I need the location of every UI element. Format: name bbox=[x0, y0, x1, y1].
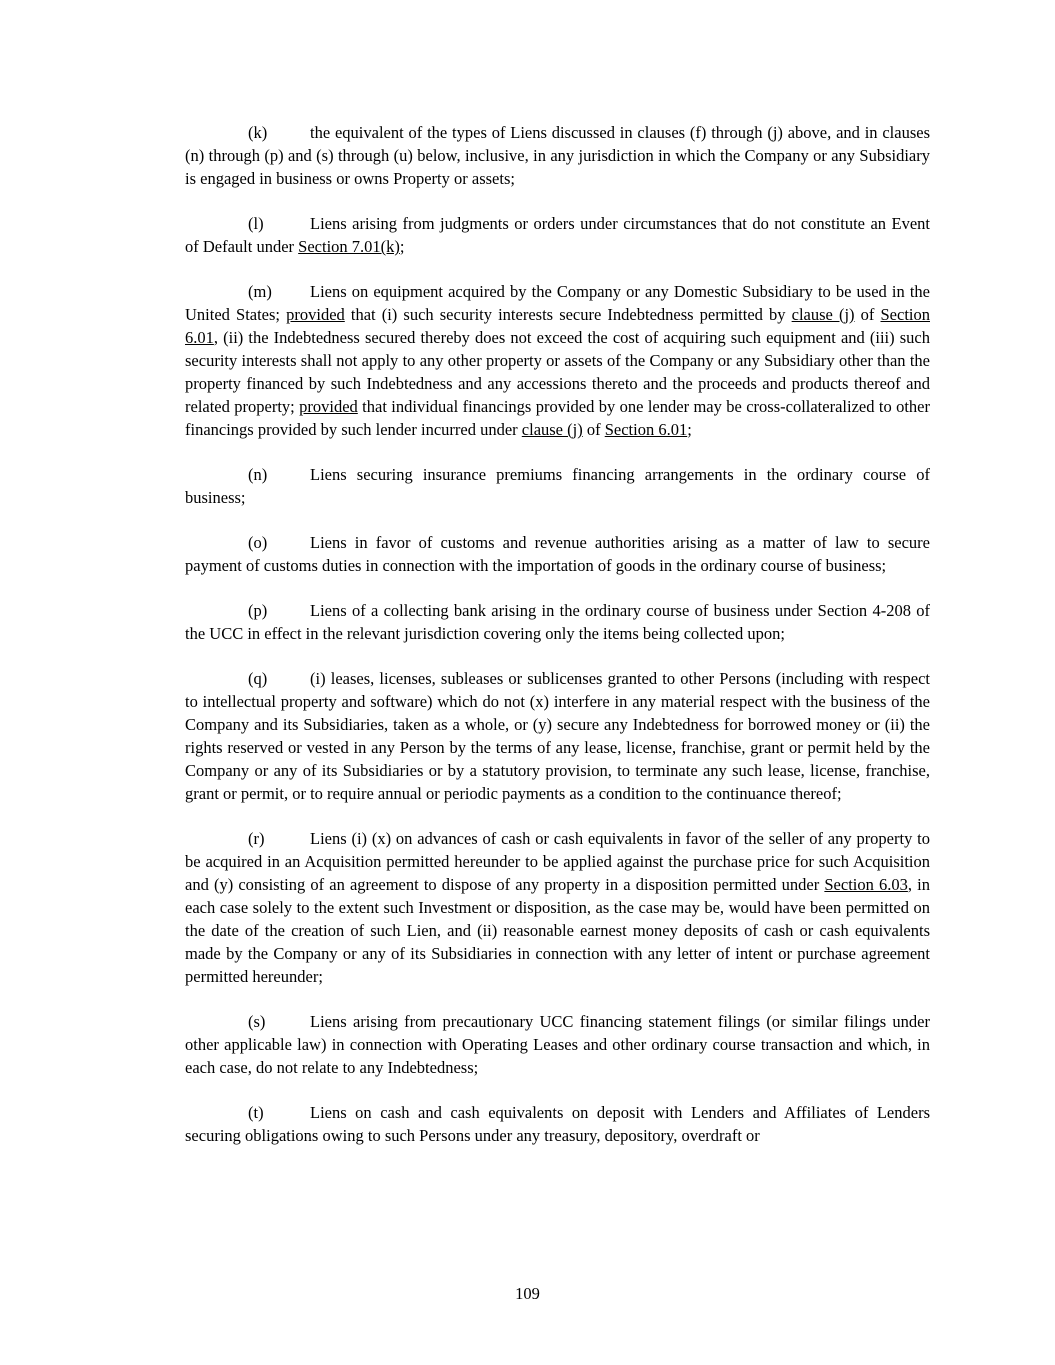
paragraph-label: (t) bbox=[248, 1103, 264, 1122]
paragraph-text: Liens arising from precautionary UCC financing statement filings (or similar filings under other applicable law) in connection with Operating Leases and other ordinary course transaction and which, in each case, do not relate to any Indebtedness; bbox=[185, 1012, 930, 1077]
paragraph-text: of bbox=[854, 305, 881, 324]
paragraph-label: (r) bbox=[248, 829, 265, 848]
paragraph-text: of bbox=[582, 420, 605, 439]
section-reference: clause (j) bbox=[521, 420, 583, 439]
paragraph-text: Liens securing insurance premiums financing arrangements in the ordinary course of business; bbox=[185, 465, 930, 507]
paragraph-l bbox=[185, 212, 930, 258]
paragraph-t bbox=[185, 1101, 930, 1147]
paragraph-label: (m) bbox=[248, 282, 272, 301]
paragraph-label: (n) bbox=[248, 465, 268, 484]
paragraph-q bbox=[185, 667, 930, 805]
paragraph-text: ; bbox=[399, 237, 405, 256]
paragraph-text: , in each case solely to the extent such Investment or disposition, as the case may be, would have been permitted on the date of the creation of such Lien, and (ii) reasonable earnest money deposits of cash or cash equivalents made by the Company or any of its Subsidiaries in connection with any letter of intent or purchase agreement permitted hereunder; bbox=[185, 875, 930, 986]
paragraph-text: Liens (i) (x) on advances of cash or cash equivalents in favor of the seller of any property to be acquired in an Acquisition permitted hereunder to be applied against the purchase price for such Acquisition and (y) consisting of an agreement to dispose of any property in a disposition permitted under bbox=[185, 829, 930, 894]
paragraph-text: Liens in favor of customs and revenue authorities arising as a matter of law to secure payment of customs duties in connection with the importation of goods in the ordinary course of business; bbox=[185, 533, 930, 575]
document-body bbox=[185, 121, 930, 1147]
paragraph-text: the equivalent of the types of Liens discussed in clauses (f) through (j) above, and in clauses (n) through (p) and (s) through (u) below, inclusive, in any jurisdiction in which the Company or any Subsidiary is engaged in business or owns Property or assets; bbox=[185, 123, 930, 188]
paragraph-label: (o) bbox=[248, 533, 268, 552]
section-reference: Section 6.01 bbox=[185, 305, 930, 347]
paragraph-text: Liens arising from judgments or orders under circumstances that do not constitute an Event of Default under bbox=[185, 214, 930, 256]
page-number: 109 bbox=[515, 1284, 540, 1303]
paragraph-n bbox=[185, 463, 930, 509]
section-reference: Section 6.01 bbox=[604, 420, 688, 439]
paragraph-text: Liens on equipment acquired by the Company or any Domestic Subsidiary to be used in the United States; bbox=[185, 282, 930, 324]
paragraph-text: that (i) such security interests secure Indebtedness permitted by bbox=[344, 305, 792, 324]
paragraph-label: (s) bbox=[248, 1012, 266, 1031]
paragraph-text: that individual financings provided by one lender may be cross-collateralized to other financings provided by such lender incurred under bbox=[185, 397, 930, 439]
paragraph-label: (l) bbox=[248, 214, 264, 233]
section-reference: clause (j) bbox=[791, 305, 855, 324]
paragraph-o bbox=[185, 531, 930, 577]
paragraph-label: (q) bbox=[248, 669, 268, 688]
paragraph-s bbox=[185, 1010, 930, 1079]
section-reference: provided bbox=[299, 397, 358, 416]
paragraph-text: , (ii) the Indebtedness secured thereby does not exceed the cost of acquiring such equipment and (iii) such security interests shall not apply to any other property or assets of the Company or any Subsidiary other than the property financed by such Indebtedness and any accessions thereto and the proceeds and products thereof and related property; bbox=[185, 328, 930, 416]
paragraph-text: (i) leases, licenses, subleases or sublicenses granted to other Persons (including with respect to intellectual property and software) which do not (x) interfere in any material respect with the business of the Company and its Subsidiaries, taken as a whole, or (y) secure any Indebtedness for borrowed money or (ii) the rights reserved or vested in any Person by the terms of any lease, license, franchise, grant or permit held by the Company or any of its Subsidiaries or by a statutory provision, to terminate any such lease, license, franchise, grant or permit, or to require annual or periodic payments as a condition to the continuance thereof; bbox=[185, 669, 930, 803]
paragraph-label: (p) bbox=[248, 601, 268, 620]
paragraph-m bbox=[185, 280, 930, 441]
paragraph-r bbox=[185, 827, 930, 988]
paragraph-label: (k) bbox=[248, 123, 268, 142]
paragraph-text: Liens of a collecting bank arising in the ordinary course of business under Section 4-208 of the UCC in effect in the relevant jurisdiction covering only the items being collected upon; bbox=[185, 601, 930, 643]
paragraph-p bbox=[185, 599, 930, 645]
paragraph-k bbox=[185, 121, 930, 190]
section-reference: Section 6.03 bbox=[824, 875, 908, 894]
section-reference: Section 7.01(k) bbox=[298, 237, 400, 256]
paragraphs bbox=[185, 121, 930, 1147]
paragraph-text: ; bbox=[687, 420, 692, 439]
section-reference: provided bbox=[286, 305, 345, 324]
paragraph-text: Liens on cash and cash equivalents on deposit with Lenders and Affiliates of Lenders securing obligations owing to such Persons under any treasury, depository, overdraft or bbox=[185, 1103, 930, 1145]
